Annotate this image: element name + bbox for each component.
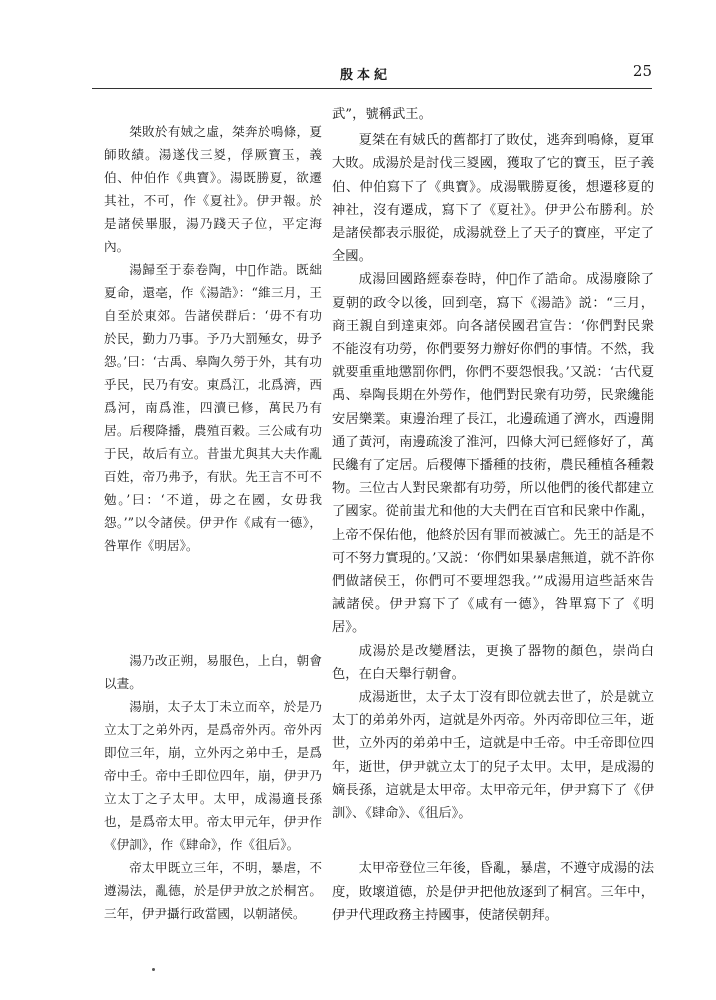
chapter-title: 殷本紀 xyxy=(340,68,392,83)
page-speck xyxy=(152,968,155,971)
original-paragraph: 湯崩，太子太丁未立而卒，於是乃立太丁之弟外丙，是爲帝外丙。帝外丙即位三年，崩，立外丙之弟中壬，是爲帝中壬。帝中壬即位四年，崩，伊尹乃立太丁之子太甲。太甲，成湯適長孫也，是爲帝太甲。帝太甲元年，伊尹作《伊訓》，作《肆命》，作《徂后》。 xyxy=(104,699,322,852)
translation-paragraph: 太甲帝登位三年後，昏亂，暴虐，不遵守成湯的法度，敗壞道德，於是伊尹把他放逐到了桐宮。三年中，伊尹代理政務主持國事，使諸侯朝拜。 xyxy=(332,861,654,923)
translation-paragraph: 夏桀在有娀氏的舊都打了敗仗，逃奔到鳴條，夏軍大敗。成湯於是討伐三㚇國，獲取了它的寶玉，臣子義伯、仲伯寫下了《典寶》。成湯戰勝夏後，想遷移夏的神社，沒有遷成，寫下了《夏社》。伊尹公布勝利。於是諸侯都表示服從，成湯就登上了天子的寶座，平定了全國。 xyxy=(332,133,654,265)
original-paragraph: 帝太甲既立三年，不明，暴虐，不遵湯法，亂德，於是伊尹放之於桐宮。三年，伊尹攝行政當國，以朝諸侯。 xyxy=(104,860,322,921)
column-gap xyxy=(332,825,654,857)
original-text-column xyxy=(104,120,322,925)
column-gap xyxy=(104,557,322,649)
page-header xyxy=(92,58,652,88)
page-number: 25 xyxy=(632,62,652,80)
original-paragraph: 桀敗於有娀之虛，桀奔於鳴條，夏師敗績。湯遂伐三㚇，俘厥寶玉，義伯、仲伯作《典寶》。湯既勝夏，欲遷其社，不可，作《夏社》。伊尹報。於是諸侯畢服，湯乃踐天子位，平定海內。 xyxy=(104,124,322,254)
translation-paragraph: 成湯於是改變曆法，更換了器物的顏色，崇尚白色，在白天舉行朝會。 xyxy=(332,643,654,682)
original-paragraph: 湯乃改正朔，易服色，上白，朝會以晝。 xyxy=(104,653,322,691)
header-rule xyxy=(92,88,652,89)
translation-paragraph: 武”，號稱武王。 xyxy=(332,107,432,122)
translation-column xyxy=(332,103,654,927)
original-paragraph: 湯歸至于泰卷陶，中𤳱作誥。既絀夏命，還亳，作《湯誥》：“維三月，王自至於東郊。告諸侯群后：‘毋不有功於民，勤力乃事。予乃大罰殛女，毋予怨。’曰：‘古禹、皋陶久勞于外，其有功乎民，民乃有安。東爲江，北爲濟，西爲河，南爲淮，四瀆已修，萬民乃有居。后稷降播，農殖百穀。三公咸有功于民，故后有立。昔蚩尤與其大夫作亂百姓，帝乃弗予，有狀。先王言不可不勉。’曰：‘不道，毋之在國，女毋我怨。’”以令諸侯。伊尹作《咸有一德》，咎單作《明居》。 xyxy=(104,262,322,553)
translation-paragraph: 成湯逝世，太子太丁沒有即位就去世了，於是就立太丁的弟弟外丙，這就是外丙帝。外丙帝即位三年，逝世，立外丙的弟弟中壬，這就是中壬帝。中壬帝即位四年，逝世，伊尹就立太丁的兒子太甲。太甲，是成湯的嫡長孫，這就是太甲帝。太甲帝元年，伊尹寫下了《伊訓》、《肆命》、《徂后》。 xyxy=(332,690,654,822)
translation-paragraph: 成湯回國路經泰卷時，仲𤳱作了誥命。成湯廢除了夏朝的政令以後，回到亳，寫下《湯誥》説：“三月，商王親自到達東郊。向各諸侯國君宣告：‘你們對民衆不能沒有功勞，你們要努力辦好你們的事情。不然，我就要重重地懲罰你們，你們不要怨恨我。’又説：‘古代夏禹、皋陶長期在外勞作，他們對民衆有功勞，民衆纔能安居樂業。東邊治理了長江，北邊疏通了濟水，西邊開通了黃河，南邊疏浚了淮河，四條大河已經修好了，萬民纔有了定居。后稷傳下播種的技術，農民種植各種穀物。三位古人對民衆都有功勞，所以他們的後代都建立了國家。從前蚩尤和他的大夫們在百官和民衆中作亂，上帝不保佑他，他終於因有罪而被滅亡。先王的話是不可不努力實現的。’又説：‘你們如果暴虐無道，就不許你們做諸侯王，你們可不要埋怨我。’”成湯用這些話來告誡諸侯。伊尹寫下了《咸有一德》，咎單寫下了《明居》。 xyxy=(332,272,654,636)
